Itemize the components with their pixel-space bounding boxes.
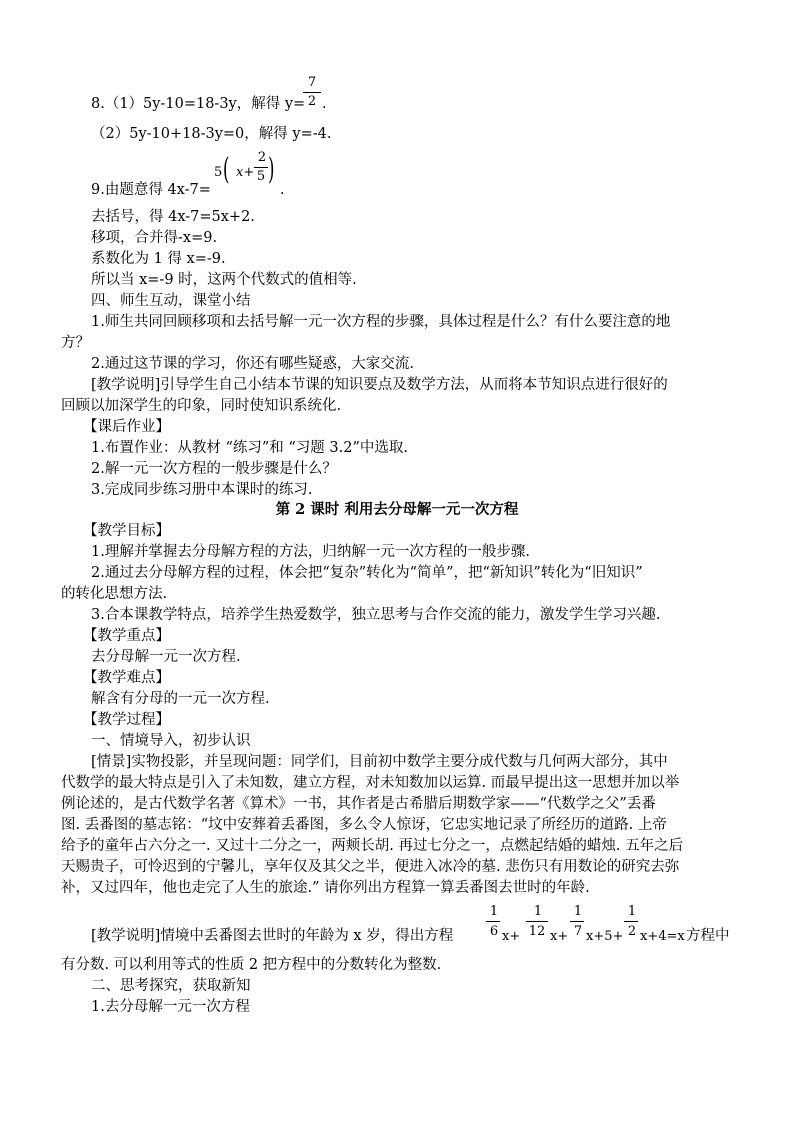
eq-fraction-numerator: 1 bbox=[573, 904, 583, 919]
q8-fraction-numerator: 7 bbox=[307, 75, 317, 90]
goals-item2-line1: 2.通过去分母解方程的过程，体会把“复杂”转化为“简单”，把“新知识”转化为“旧知识” bbox=[91, 565, 643, 581]
process-sub1: 1.去分母解一元一次方程 bbox=[91, 999, 250, 1015]
homework-item: 1.布置作业：从教材 “练习”和 “习题 3.2”中选取. bbox=[91, 440, 408, 456]
story-line: 给予的童年占六分之一. 又过十二分之一，两颊长胡. 再过七分之一，点燃起结婚的蜡烛. 五年之后 bbox=[61, 838, 684, 854]
difficulty-text: 解含有分母的一元一次方程. bbox=[91, 691, 270, 707]
key-point-text: 去分母解一元一次方程. bbox=[91, 649, 241, 665]
section4-note-line2: 回顾以加深学生的印象，同时使知识系统化. bbox=[61, 398, 342, 414]
eq-fraction-bar bbox=[486, 921, 500, 922]
q9-line: 移项，合并得-x=9. bbox=[91, 230, 218, 246]
q9-right-paren: ) bbox=[268, 152, 275, 187]
process-note-line2: 有分数. 可以利用等式的性质 2 把方程中的分数转化为整数. bbox=[61, 957, 442, 973]
story-line: 例论述的，是古代数学名著《算术》一书，其作者是古希腊后期数学家——“代数学之父”丢番 bbox=[61, 796, 656, 812]
process-part1: 一、情境导入，初步认识 bbox=[91, 733, 251, 749]
lesson2-title: 第 2 课时 利用去分母解一元一次方程 bbox=[275, 501, 519, 518]
q9-inner-term: x+ bbox=[236, 165, 255, 180]
q9-left-paren: ( bbox=[223, 152, 230, 187]
eq-fraction-bar bbox=[624, 921, 638, 922]
q9-prefix: 9.由题意得 4x-7= bbox=[91, 182, 211, 198]
homework-item: 3.完成同步练习册中本课时的练习. bbox=[91, 482, 313, 498]
eq-fraction-bar bbox=[526, 921, 548, 922]
homework-item: 2.解一元一次方程的一般步骤是什么？ bbox=[91, 461, 337, 477]
eq-term: x+ bbox=[502, 929, 521, 944]
process-note-suffix: 方程中 bbox=[686, 928, 730, 944]
story-line: 补，又过四年，他也走完了人生的旅途.” 请你列出方程算一算丢番图去世时的年龄. bbox=[61, 880, 590, 896]
q9-fraction-bar bbox=[254, 167, 268, 168]
eq-fraction-denominator: 7 bbox=[573, 924, 583, 939]
difficulty-heading: 【教学难点】 bbox=[83, 670, 170, 686]
story-line: 图. 丢番图的墓志铭：“坟中安葬着丢番图，多么令人惊讶，它忠实地记录了所经历的道路. 上帝 bbox=[61, 817, 667, 833]
q9-end: . bbox=[280, 182, 285, 198]
q8-fraction-denominator: 2 bbox=[307, 94, 317, 109]
section4-item1-line2: 方？ bbox=[61, 335, 90, 351]
eq-term: x+4=x bbox=[640, 929, 685, 944]
process-part2: 二、思考探究，获取新知 bbox=[91, 978, 251, 994]
q8-part1-end: . bbox=[322, 96, 327, 112]
eq-fraction-numerator: 1 bbox=[627, 904, 637, 919]
story-line: 天赐贵子，可怜迟到的宁馨儿，享年仅及其父之半，便进入冰冷的墓. 悲伤只有用数论的研究去弥 bbox=[61, 859, 680, 875]
story-line: 代数学的最大特点是引入了未知数，建立方程，对未知数加以运算. 而最早提出这一思想并加以举 bbox=[61, 775, 680, 791]
q9-line: 所以当 x=-9 时，这两个代数式的值相等. bbox=[91, 272, 357, 288]
eq-term: x+ bbox=[550, 929, 569, 944]
q9-line: 系数化为 1 得 x=-9. bbox=[91, 251, 226, 267]
homework-heading: 【课后作业】 bbox=[83, 419, 170, 435]
section4-note-line1: [教学说明]引导学生自己小结本节课的知识要点及数学方法，从而将本节知识点进行很好的 bbox=[91, 377, 668, 393]
section4-heading: 四、师生互动，课堂小结 bbox=[91, 293, 251, 309]
eq-fraction-bar bbox=[570, 921, 584, 922]
goals-heading: 【教学目标】 bbox=[83, 523, 170, 539]
goals-item2-line2: 的转化思想方法. bbox=[61, 586, 168, 602]
q8-part1-text: 8.（1）5y-10=18-3y，解得 y= bbox=[91, 96, 306, 112]
goals-item3: 3.合本课教学特点，培养学生热爱数学，独立思考与合作交流的能力，激发学生学习兴趣. bbox=[91, 607, 661, 623]
eq-fraction-denominator: 2 bbox=[627, 924, 637, 939]
q8-part2-text: （2）5y-10+18-3y=0，解得 y=-4. bbox=[91, 126, 332, 142]
eq-fraction-numerator: 1 bbox=[489, 904, 499, 919]
key-point-heading: 【教学重点】 bbox=[83, 628, 170, 644]
q9-fraction-denominator: 5 bbox=[256, 169, 266, 184]
q9-coefficient: 5 bbox=[214, 165, 223, 180]
section4-item2: 2.通过这节课的学习，你还有哪些疑惑，大家交流. bbox=[91, 356, 414, 372]
process-note-prefix: [教学说明]情境中丢番图去世时的年龄为 x 岁，得出方程 bbox=[91, 928, 454, 944]
eq-fraction-numerator: 1 bbox=[533, 904, 543, 919]
q8-fraction-bar bbox=[303, 92, 321, 93]
eq-fraction-denominator: 6 bbox=[489, 924, 499, 939]
q9-line: 去括号，得 4x-7=5x+2. bbox=[91, 209, 255, 225]
eq-term: x+5+ bbox=[586, 929, 624, 944]
goals-item1: 1.理解并掌握去分母解方程的方法，归纳解一元一次方程的一般步骤. bbox=[91, 544, 530, 560]
story-line: [情景]实物投影，并呈现问题：同学们，目前初中数学主要分成代数与几何两大部分，其中 bbox=[91, 754, 668, 770]
section4-item1-line1: 1.师生共同回顾移项和去括号解一元一次方程的步骤，具体过程是什么？有什么要注意的地 bbox=[91, 314, 671, 330]
eq-fraction-denominator: 12 bbox=[528, 924, 546, 939]
process-heading: 【教学过程】 bbox=[83, 712, 170, 728]
q9-fraction-numerator: 2 bbox=[257, 150, 267, 165]
